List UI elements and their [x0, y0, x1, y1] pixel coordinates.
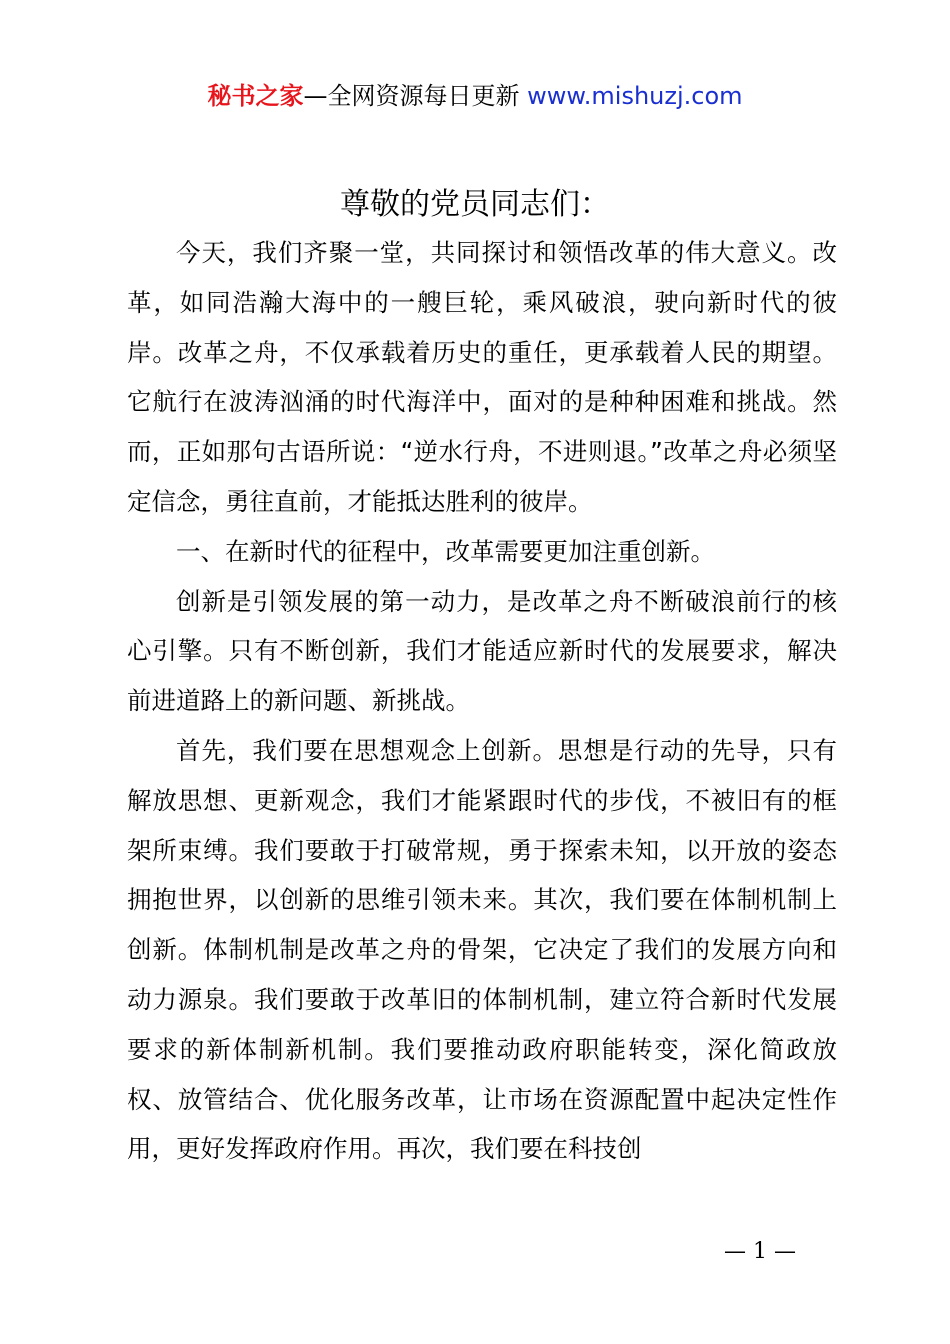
site-header	[0, 78, 950, 114]
paragraph-first: 首先，我们要在思想观念上创新。思想是行动的先导，只有解放思想、更新观念，我们才能紧跟时代的步伐，不被旧有的框架所束缚。我们要敢于打破常规，勇于探索未知，以开放的姿态拥抱世界，以创新的思维引领未来。其次，我们要在体制机制上创新。体制机制是改革之舟的骨架，它决定了我们的发展方向和动力源泉。我们要敢于改革旧的体制机制，建立符合新时代发展要求的新体制新机制。我们要推动政府职能转变，深化简政放权、放管结合、优化服务改革，让市场在资源配置中起决定性作用，更好发挥政府作用。再次，我们要在科技创	[127, 735, 837, 1164]
site-tagline: —全网资源每日更新	[303, 82, 528, 110]
document-body	[127, 228, 837, 1174]
page-number: — 1 —	[724, 1239, 796, 1264]
document-title: 尊敬的党员同志们：	[340, 187, 610, 222]
site-url[interactable]: www.mishuzj.com	[527, 82, 743, 110]
site-brand: 秘书之家	[207, 82, 304, 110]
paragraph-innovation: 创新是引领发展的第一动力，是改革之舟不断破浪前行的核心引擎。只有不断创新，我们才能适应新时代的发展要求，解决前进道路上的新问题、新挑战。	[127, 586, 837, 716]
section-heading-1: 一、在新时代的征程中，改革需要更加注重创新。	[176, 536, 715, 566]
paragraph-intro: 今天，我们齐聚一堂，共同探讨和领悟改革的伟大意义。改革，如同浩瀚大海中的一艘巨轮，乘风破浪，驶向新时代的彼岸。改革之舟，不仅承载着历史的重任，更承载着人民的期望。它航行在波涛汹涌的时代海洋中，面对的是种种困难和挑战。然而，正如那句古语所说：“逆水行舟，不进则退。”改革之舟必须坚定信念，勇往直前，才能抵达胜利的彼岸。	[127, 238, 837, 516]
